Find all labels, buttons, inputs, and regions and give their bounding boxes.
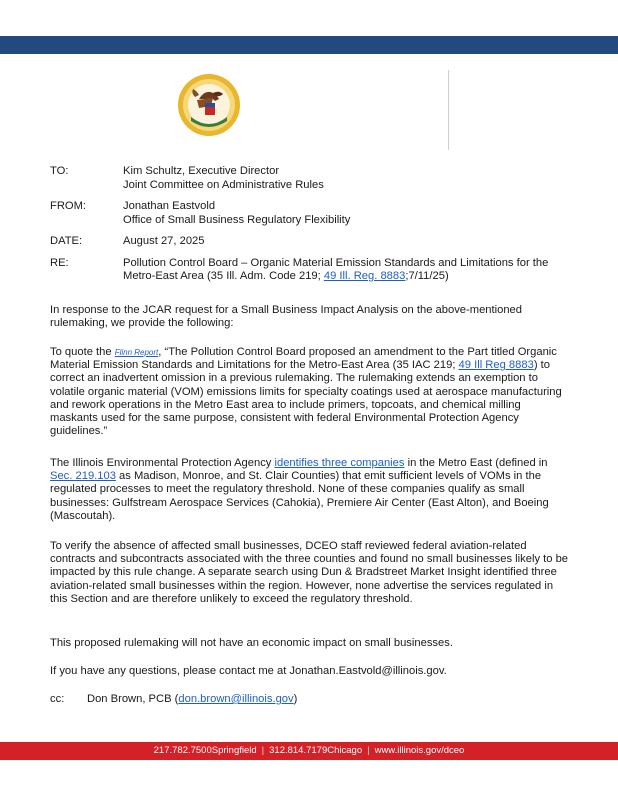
footer-city2: Chicago	[327, 745, 363, 756]
illinois-state-seal-icon	[177, 73, 241, 137]
from-label: FROM:	[50, 200, 87, 212]
footer-website[interactable]: www.illinois.gov/dceo	[374, 745, 465, 756]
cc-label: cc:	[50, 693, 65, 705]
from-line2: Office of Small Business Regulatory Flexibility	[123, 213, 351, 226]
flinn-report-link[interactable]: Flinn Report	[114, 348, 159, 357]
header-divider	[448, 70, 449, 150]
identifies-companies-link[interactable]: identifies three companies	[274, 457, 405, 469]
re-reg-link[interactable]: 49 Ill. Reg. 8883	[323, 270, 406, 282]
iepa-text-c: as Madison, Monroe, and St. Clair Counties) that emit sufficient levels of VOMs in the regulated processes to meet the regulatory threshold. None of these companies qualify as small businesses: Gulfstream Aerospace Services (Cahokia), Premiere Air Center (East Alton), and Boeing (Mascoutah).	[50, 470, 549, 522]
cc-close: )	[293, 693, 298, 705]
memo-to	[50, 165, 570, 192]
to-label: TO:	[50, 165, 69, 177]
to-line2: Joint Committee on Administrative Rules	[123, 178, 324, 191]
memo-from	[50, 200, 570, 227]
iepa-text-a: The Illinois Environmental Protection Agency	[50, 457, 275, 469]
memo-re	[50, 257, 570, 284]
cc-line	[50, 693, 297, 705]
re-label: RE:	[50, 256, 69, 269]
memo-header	[50, 165, 570, 284]
to-line1: Kim Schultz, Executive Director	[123, 165, 280, 177]
paragraph-impact: This proposed rulemaking will not have an economic impact on small businesses.	[50, 637, 453, 649]
paragraph-quote	[50, 346, 570, 438]
paragraph-contact: If you have any questions, please contact me at Jonathan.Eastvold@illinois.gov.	[50, 665, 447, 677]
paragraph-iepa	[50, 457, 570, 523]
quote-text-c: ) to correct an inadvertent omission in a previous rulemaking. The rulemaking extends an exemption to volatile organic material (VOM) emissions limits for specialty coatings used at aerospace manufacturing and rework operations in the Metro East area to include primers, topcoats, and chemical milling maskants used for the same purpose, consistent with federal Environmental Protection Agency guidelines.”	[50, 359, 562, 438]
memo-date	[50, 235, 570, 249]
date-value: August 27, 2025	[123, 235, 205, 247]
cc-name: Don Brown, PCB (	[87, 693, 179, 705]
header-bar	[0, 36, 618, 54]
footer-bar: 217.782.7500Springfield | 312.814.7179Chicago | www.illinois.gov/dceo	[0, 742, 618, 760]
paragraph-verify: To verify the absence of affected small businesses, DCEO staff reviewed federal aviation-related contracts and subcontracts associated with the three counties and found no small businesses likely to be impacted by this rule change. A separate search using Dun & Bradstreet Market Insight identified three aviation-related small businesses within the region. However, none advertise the services regulated in this Section and are therefore unlikely to exceed the regulatory threshold.	[50, 540, 569, 605]
footer-phone2: 312.814.7179	[269, 745, 328, 756]
reg-8883-link[interactable]: 49 Ill Reg 8883	[458, 359, 534, 372]
footer-city1: Springfield	[211, 745, 257, 756]
footer-phone1: 217.782.7500	[153, 745, 212, 756]
quote-text-b: , “The Pollution Control Board proposed an amendment to the Part titled Organic Material Emission Standards and Limitations for the Metro-East Area (35 IAC 219;	[50, 346, 557, 372]
paragraph-intro: In response to the JCAR request for a Small Business Impact Analysis on the above-mentioned rulemaking, we provide the following:	[50, 304, 522, 330]
re-text-end: ;7/11/25)	[405, 270, 449, 282]
quote-text-a: To quote the	[50, 346, 115, 358]
re-text: Pollution Control Board – Organic Material Emission Standards and Limitations for the Metro-East Area (35 Ill. Adm. Code 219;	[123, 256, 549, 282]
sec-219-103-link[interactable]: Sec. 219.103	[50, 470, 116, 483]
iepa-text-b: in the Metro East (defined in	[404, 457, 548, 469]
from-line1: Jonathan Eastvold	[123, 200, 216, 212]
cc-email-link[interactable]: don.brown@illinois.gov	[178, 693, 294, 705]
date-label: DATE:	[50, 235, 83, 247]
